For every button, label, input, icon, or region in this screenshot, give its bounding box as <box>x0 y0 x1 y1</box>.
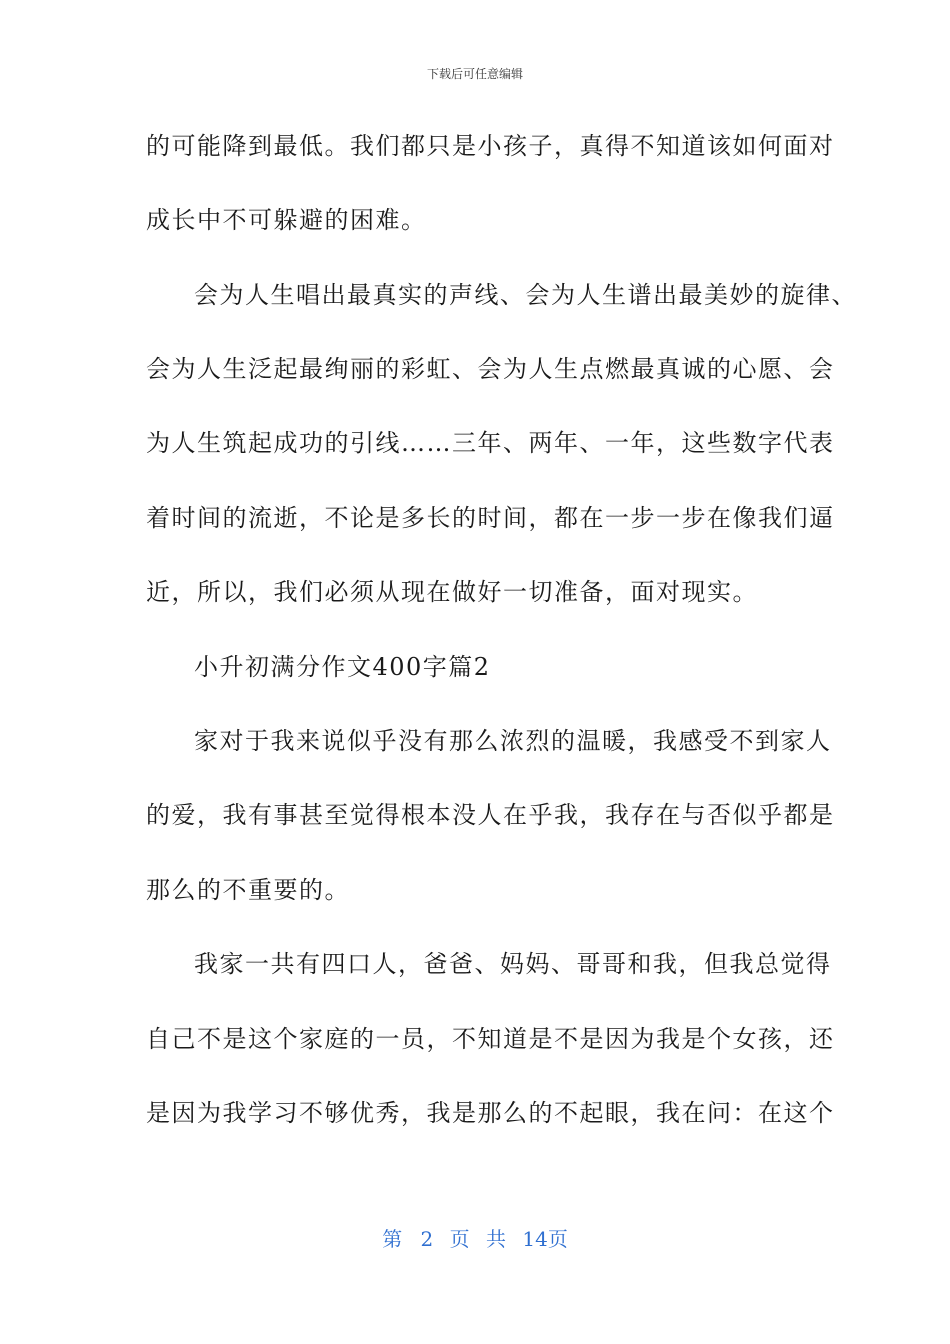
body-line: 那么的不重要的。 <box>146 876 350 904</box>
body-line: 着时间的流逝，不论是多长的时间，都在一步一步在像我们逼 <box>146 504 835 532</box>
body-line: 会为人生唱出最真实的声线、会为人生谱出最美妙的旋律、 <box>194 281 857 309</box>
page-header: 下载后可任意编辑 <box>426 67 523 81</box>
footer-ye-end: 页 <box>547 1227 568 1251</box>
body-line: 的可能降到最低。我们都只是小孩子，真得不知道该如何面对 <box>146 132 835 160</box>
footer-di: 第 <box>382 1227 403 1251</box>
footer-total-pages: 14 <box>522 1227 548 1251</box>
section-heading: 小升初满分作文400字篇2 <box>194 653 491 681</box>
footer-ye: 页 <box>449 1227 470 1251</box>
page-footer <box>0 1226 950 1252</box>
body-line: 成长中不可躲避的困难。 <box>146 206 427 234</box>
body-line: 会为人生泛起最绚丽的彩虹、会为人生点燃最真诚的心愿、会 <box>146 355 835 383</box>
footer-page-number: 2 <box>420 1227 434 1251</box>
body-line: 是因为我学习不够优秀，我是那么的不起眼，我在问：在这个 <box>146 1099 835 1127</box>
body-line: 我家一共有四口人，爸爸、妈妈、哥哥和我，但我总觉得 <box>194 950 832 978</box>
body-line: 近，所以，我们必须从现在做好一切准备，面对现实。 <box>146 578 758 606</box>
body-line: 为人生筑起成功的引线……三年、两年、一年，这些数字代表 <box>146 429 835 457</box>
body-line: 自己不是这个家庭的一员，不知道是不是因为我是个女孩，还 <box>146 1025 835 1053</box>
body-line: 家对于我来说似乎没有那么浓烈的温暖，我感受不到家人 <box>194 727 832 755</box>
footer-gong: 共 <box>486 1227 506 1251</box>
body-line: 的爱，我有事甚至觉得根本没人在乎我，我存在与否似乎都是 <box>146 801 835 829</box>
